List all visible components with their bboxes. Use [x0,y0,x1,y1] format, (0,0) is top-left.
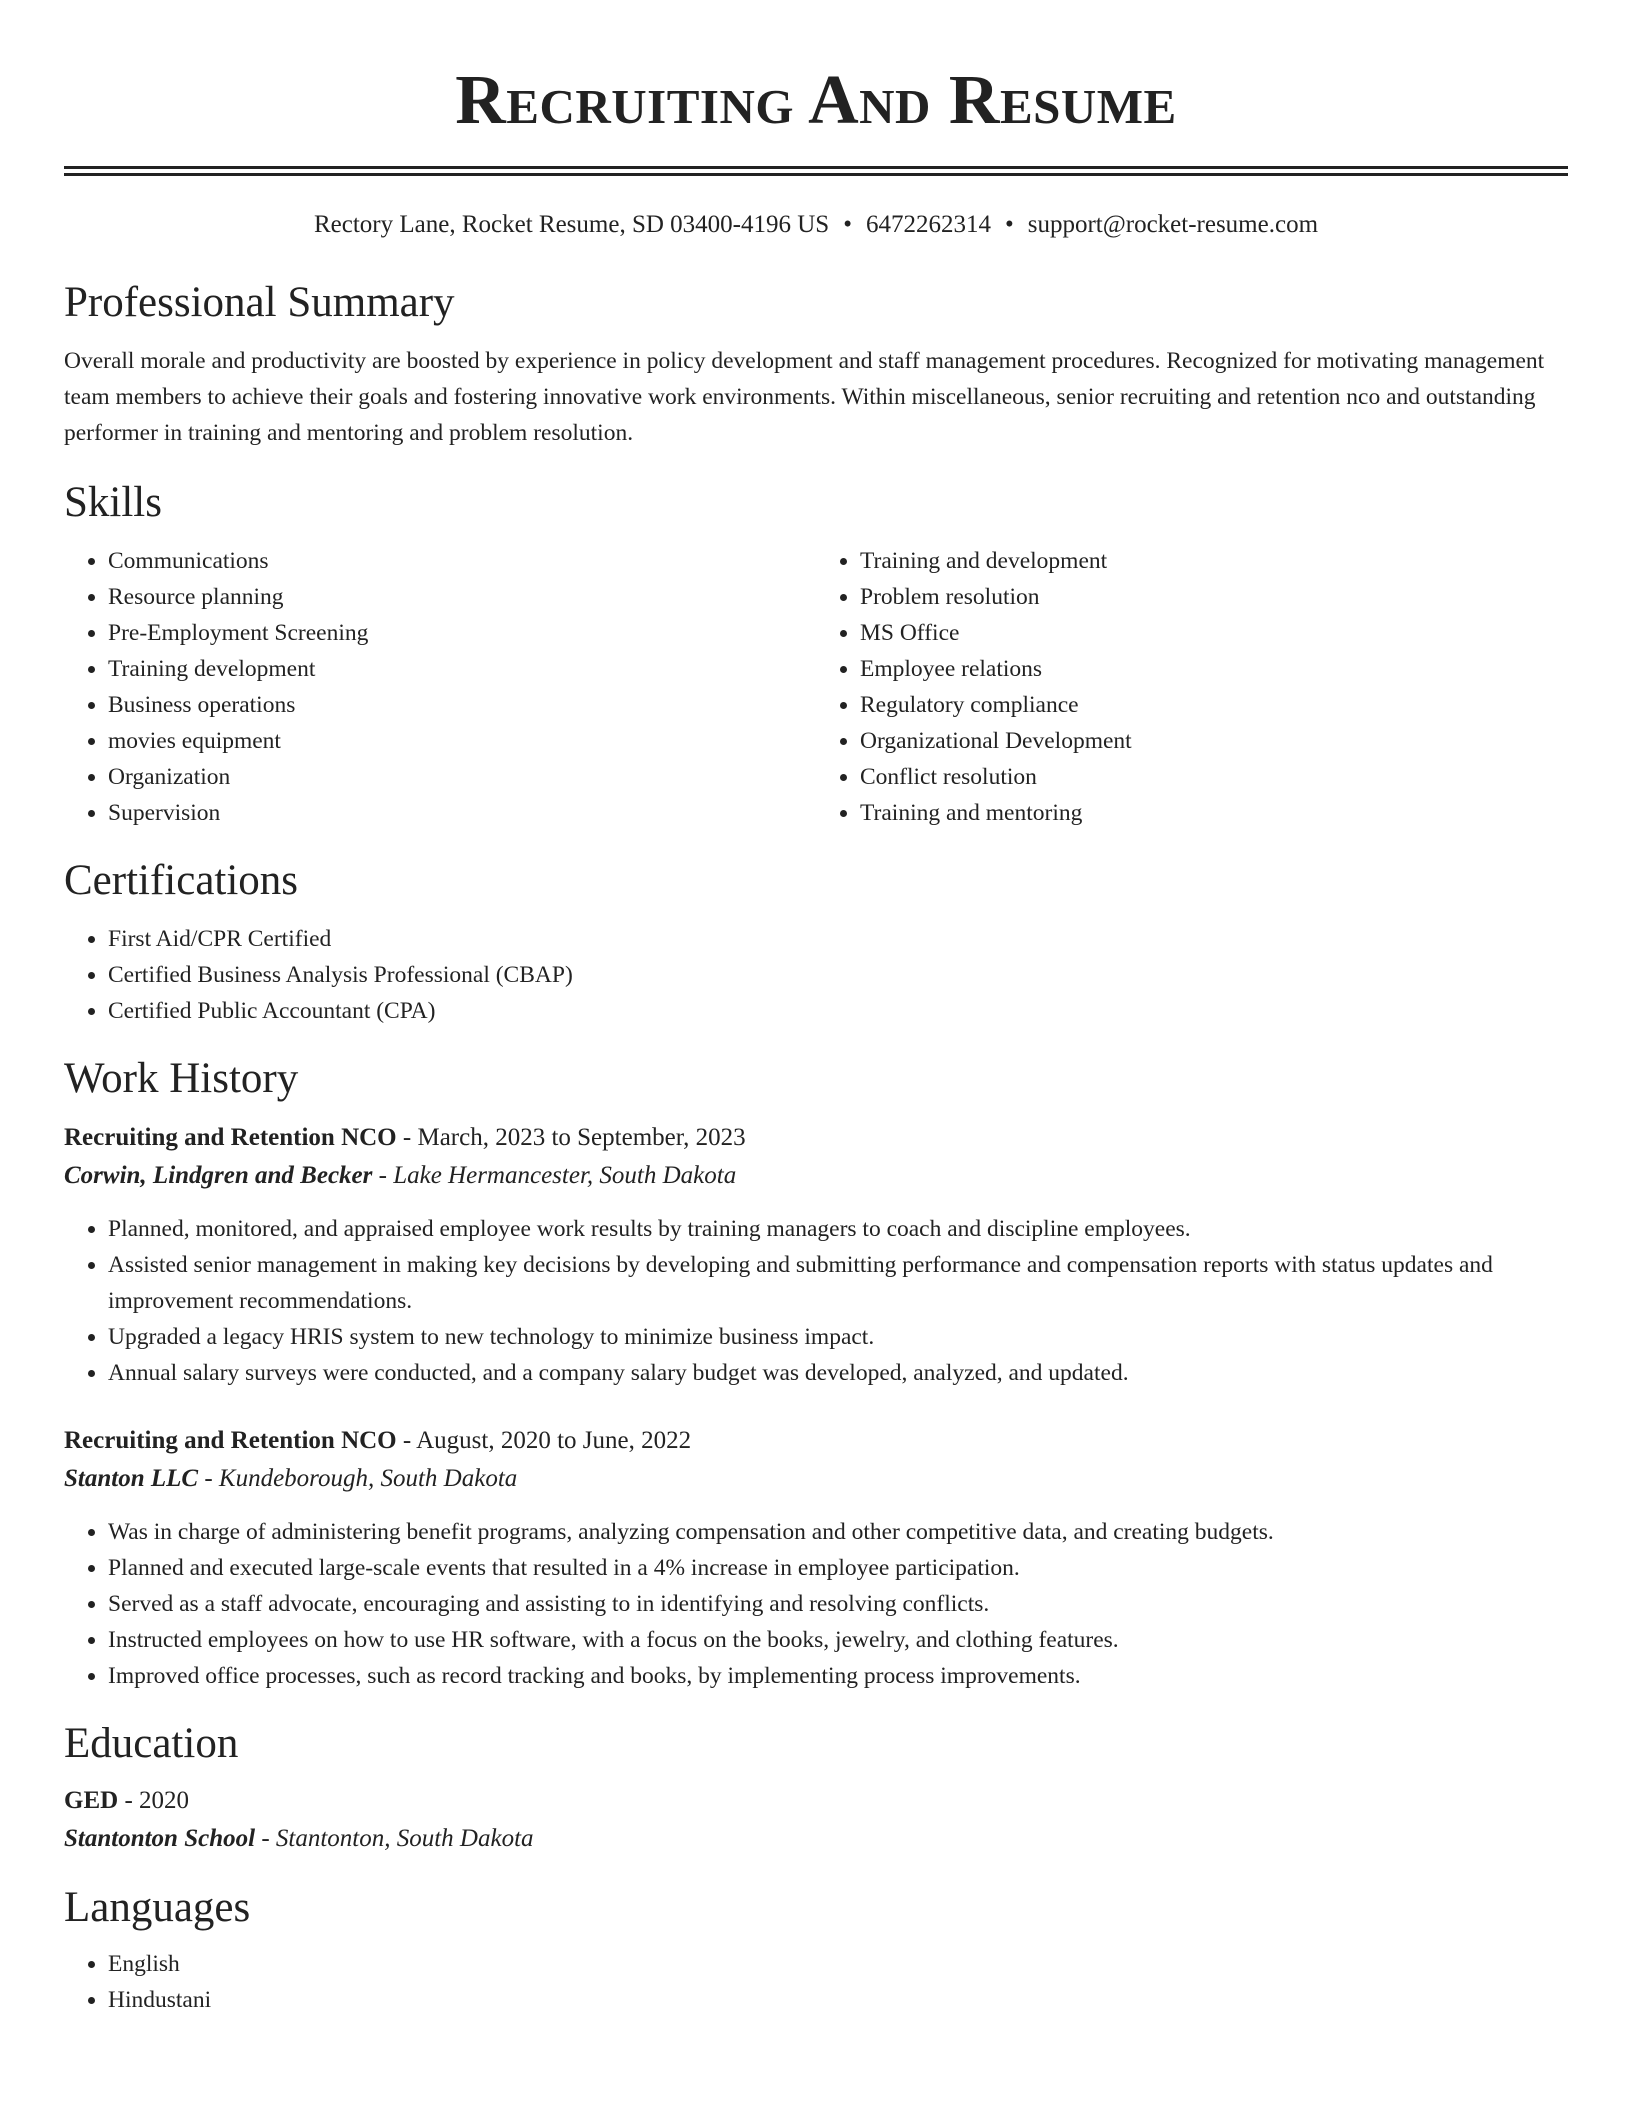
skills-left-column [64,543,816,831]
skill-item: • MS Office [860,615,1568,651]
skill-item: • Conflict resolution [860,759,1568,795]
skill-item: • movies equipment [108,723,816,759]
job-duty-item: • Assisted senior management in making key decisions by developing and submitting performance and compensation reports with status updates and improvement recommendations. [108,1247,1568,1319]
job-company: Stanton LLC [64,1465,199,1492]
languages-list [64,1946,1568,2018]
work-history-title: Work History [64,1055,299,1102]
language-item: • Hindustani [108,1982,1568,2018]
job-location: - Lake Hermancester, South Dakota [372,1162,737,1189]
job-duty-item: • Planned, monitored, and appraised employee work results by training managers to coach and discipline employees. [108,1211,1568,1247]
header-divider [64,166,1568,176]
education-location: - Stantonton, South Dakota [255,1825,534,1852]
summary-title: Professional Summary [64,279,455,326]
certifications-list [64,921,1568,1029]
skill-item: • Employee relations [860,651,1568,687]
job-employer [64,1460,1568,1498]
job-location: - Kundeborough, South Dakota [198,1465,518,1492]
job-duty-item: • Was in charge of administering benefit programs, analyzing compensation and other competitive data, and creating budgets. [108,1514,1568,1550]
languages-title: Languages [64,1884,251,1931]
job-duties [64,1514,1568,1694]
job-duties [64,1211,1568,1391]
contact-line [64,208,1568,242]
job-duty-item: • Improved office processes, such as record tracking and books, by implementing process improvements. [108,1658,1568,1694]
job-heading [64,1119,1568,1157]
skills-right-column [816,543,1568,831]
education-institution [64,1820,1568,1858]
job-dates: - March, 2023 to September, 2023 [396,1124,746,1151]
education-entry [64,1782,1568,1858]
contact-separator: • [843,211,852,238]
education-heading [64,1782,1568,1820]
job-duty-item: • Planned and executed large-scale events that resulted in a 4% increase in employee participation. [108,1550,1568,1586]
resume-name: Recruiting And Resume [455,62,1177,139]
job-duty-item: • Served as a staff advocate, encouraging and assisting to in identifying and resolving conflicts. [108,1586,1568,1622]
job-entry [64,1119,1568,1391]
contact-phone: 6472262314 [865,211,991,238]
education-degree: GED [64,1787,119,1814]
job-duty-item: • Annual salary surveys were conducted, and a company salary budget was developed, analyzed, and updated. [108,1355,1568,1391]
skill-item: • Regulatory compliance [860,687,1568,723]
skill-item: • Problem resolution [860,579,1568,615]
summary-text: Overall morale and productivity are boosted by experience in policy development and staff management procedures. Recognized for motivating management team members to achieve their goals and fostering innovative work environments. Within miscellaneous, senior recruiting and retention nco and outstanding performer in training and mentoring and problem resolution. [64,348,1545,446]
job-company: Corwin, Lindgren and Becker [64,1162,373,1189]
contact-separator: • [1004,211,1014,238]
resume-page [64,0,1568,2018]
skill-item: • Training and mentoring [860,795,1568,831]
contact-email: support@rocket-resume.com [1027,211,1319,238]
job-entry [64,1422,1568,1694]
skills-title: Skills [64,479,162,526]
job-dates: - August, 2020 to June, 2022 [396,1427,692,1454]
skill-item: • Training development [108,651,816,687]
education-year: - 2020 [118,1787,190,1814]
skill-item: • Training and development [860,543,1568,579]
skill-item: • Organization [108,759,816,795]
certification-item: • First Aid/CPR Certified [108,921,1568,957]
job-role: Recruiting and Retention NCO [64,1124,397,1151]
education-school: Stantonton School [64,1825,256,1852]
skill-item: • Pre-Employment Screening [108,615,816,651]
language-item: • English [108,1946,1568,1982]
job-duty-item: • Upgraded a legacy HRIS system to new technology to minimize business impact. [108,1319,1568,1355]
skills-list [64,543,1568,831]
certification-item: • Certified Business Analysis Professional (CBAP) [108,957,1568,993]
skill-item: • Communications [108,543,816,579]
skill-item: • Resource planning [108,579,816,615]
job-employer [64,1157,1568,1195]
job-heading [64,1422,1568,1460]
certifications-title: Certifications [64,857,299,904]
contact-address: Rectory Lane, Rocket Resume, SD 03400-4196 US [313,211,830,238]
skill-item: • Supervision [108,795,816,831]
skill-item: • Organizational Development [860,723,1568,759]
education-title: Education [64,1720,239,1767]
certification-item: • Certified Public Accountant (CPA) [108,993,1568,1029]
job-role: Recruiting and Retention NCO [64,1427,397,1454]
skill-item: • Business operations [108,687,816,723]
job-duty-item: • Instructed employees on how to use HR software, with a focus on the books, jewelry, and clothing features. [108,1622,1568,1658]
